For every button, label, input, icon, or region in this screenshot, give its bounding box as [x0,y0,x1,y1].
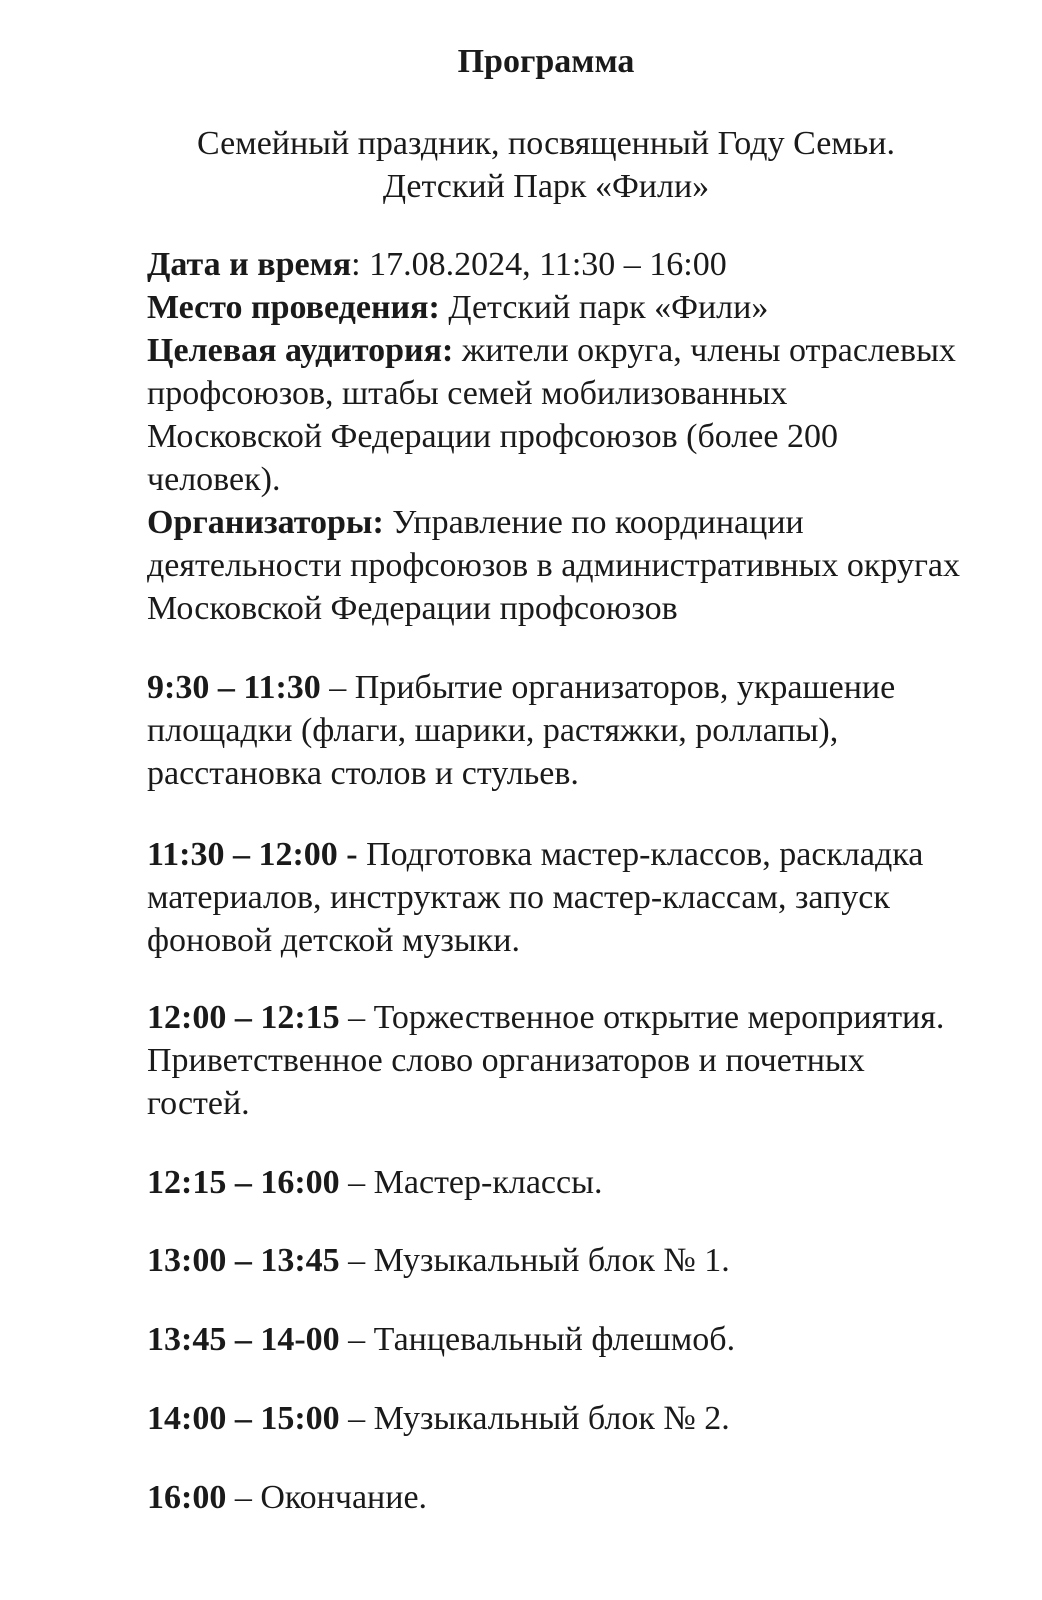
schedule-item [147,1476,967,1519]
schedule-text: – Музыкальный блок № 1. [339,1242,730,1279]
schedule-text: Подготовка мастер-классов, раскладка материалов, инструктаж по мастер-классам, запуск фоновой детской музыки. [147,836,924,959]
info-date [147,243,967,286]
schedule-time: 14:00 – 15:00 [147,1400,340,1437]
info-place-value: Детский парк «Фили» [439,289,769,326]
schedule-text: – Мастер-классы. [339,1164,603,1201]
schedule-time: 13:00 – 13:45 [147,1242,340,1279]
schedule-time: 11:30 – 12:00 - [147,836,358,873]
info-date-value: : 17.08.2024, 11:30 – 16:00 [351,246,727,283]
info-audience [147,329,967,501]
schedule-item [147,666,967,795]
info-place-label: Место проведения: [147,289,440,326]
schedule-time: 13:45 – 14-00 [147,1321,340,1358]
event-info [147,243,967,630]
info-place [147,286,967,329]
schedule-time: 16:00 [147,1479,227,1516]
document-title: Программа [457,43,635,80]
info-audience-label: Целевая аудитория: [147,332,454,369]
subtitle-line-1: Семейный праздник, посвященный Году Семьи. [197,125,895,162]
subtitle-line-2: Детский Парк «Фили» [382,168,710,205]
document-subtitle [0,122,1042,208]
schedule-time: 9:30 – 11:30 [147,669,321,706]
info-organizers [147,501,967,630]
schedule-item [147,1318,967,1361]
schedule-item [147,1397,967,1440]
schedule-item [147,996,967,1125]
schedule-text: – Окончание. [226,1479,428,1516]
info-date-label: Дата и время [147,246,352,283]
schedule-time: 12:15 – 16:00 [147,1164,340,1201]
info-organizers-value: Управление по координации деятельности профсоюзов в административных округах Московской Федерации профсоюзов [147,504,961,627]
schedule-text: – Прибытие организаторов, украшение площадки (флаги, шарики, растяжки, роллапы), расстановка столов и стульев. [147,669,896,792]
schedule-item [147,1239,967,1282]
schedule-text: – Танцевальный флешмоб. [339,1321,736,1358]
info-organizers-label: Организаторы: [147,504,384,541]
schedule-item [147,1161,967,1204]
schedule-text: – Торжественное открытие мероприятия. Приветственное слово организаторов и почетных гостей. [147,999,945,1122]
schedule-text: – Музыкальный блок № 2. [339,1400,730,1437]
schedule-time: 12:00 – 12:15 [147,999,340,1036]
info-audience-value: жители округа, члены отраслевых профсоюзов, штабы семей мобилизованных Московской Федерации профсоюзов (более 200 человек). [147,332,956,498]
schedule-item [147,833,967,962]
